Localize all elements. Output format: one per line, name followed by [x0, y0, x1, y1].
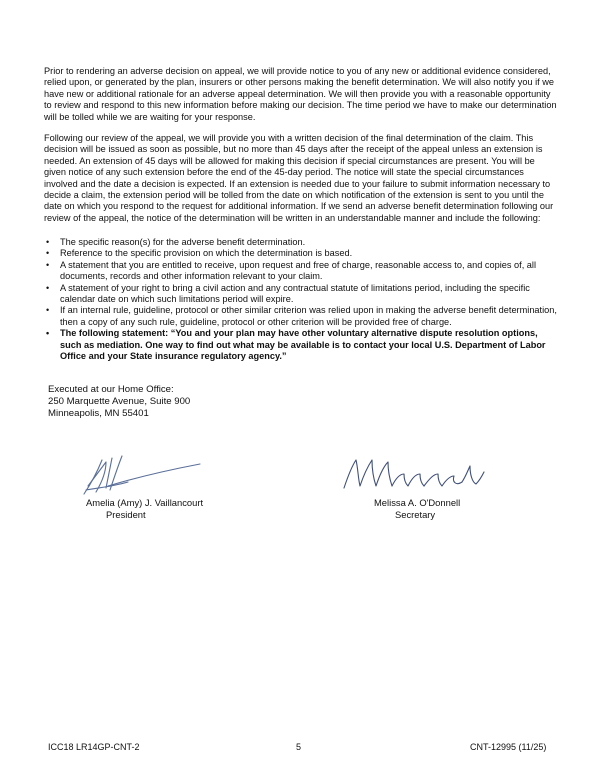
- list-item-text: A statement of your right to bring a civil action and any contractual statute of limitations period, including the specific calendar date on which such limitations period will expire.: [60, 282, 530, 305]
- secretary-name: Melissa A. O'Donnell: [374, 497, 461, 508]
- determination-contents-list: [44, 237, 558, 362]
- president-signature: [78, 450, 208, 498]
- list-item: [44, 305, 558, 328]
- bullet-icon: •: [46, 259, 50, 270]
- list-item-text: A statement that you are entitled to receive, upon request and free of charge, reasonable access to, and copies of, all documents, records and other information relevant to your claim.: [60, 259, 537, 282]
- paragraph-notice-of-new-evidence: Prior to rendering an adverse decision on appeal, we will provide notice to you of any new or additional evidence considered, relied upon, or generated by the plan, insurers or other persons making the benefit determination. We will also notify you if we have new or additional rationale for an adverse appeal determination. We will then provide you with a reasonable opportunity to review and respond to this new information before making our decision. The time period we have to make our determination will be tolled while we are waiting for your response.: [44, 66, 557, 122]
- secretary-signature: [338, 452, 486, 496]
- form-number: ICC18 LR14GP-CNT-2: [48, 742, 140, 752]
- bullet-icon: •: [46, 328, 50, 339]
- list-item-text: If an internal rule, guideline, protocol or other similar criterion was relied upon in making the adverse benefit determination, then a copy of any such rule, guideline, protocol or other criterion will be provided free of charge.: [60, 305, 557, 327]
- list-item-text: The following statement: “You and your plan may have other voluntary alternative dispute resolution options, such as mediation. One way to find out what may be available is to contact your local U.S. Department of Labor Office and your State insurance regulatory agency.”: [60, 328, 546, 362]
- list-item: [44, 260, 558, 283]
- bullet-icon: •: [46, 305, 50, 316]
- list-item-dispute-resolution-statement: [44, 328, 558, 362]
- paragraph-appeal-decision: Following our review of the appeal, we will provide you with a written decision of the final determination of the claim. This decision will be issued as soon as possible, but no more than 45 days after the receipt of the appeal unless an extension is needed. An extension of 45 days will be allowed for making this decision if special circumstances are present. You will be given notice of any such extension before the end of the 45-day period. The notice will state the special circumstances involved and the date a decision is expected. If an extension is needed due to your failure to submit information necessary to decide a claim, the extension period will be tolled from the date on which notification of the extension is sent to you until the date on which you respond to the request for additional information. If we send an adverse benefit determination following our review of the appeal, the notice of the determination will be written in an understandable manner and include the following:: [44, 133, 554, 223]
- home-office-address: [48, 384, 190, 421]
- office-heading: Executed at our Home Office:: [48, 384, 174, 395]
- document-code: CNT-12995 (11/25): [470, 742, 547, 752]
- page-number: 5: [296, 742, 302, 752]
- list-item: [44, 237, 558, 248]
- president-name: Amelia (Amy) J. Vaillancourt: [86, 497, 204, 508]
- list-item: [44, 283, 558, 306]
- president-title: President: [106, 509, 146, 520]
- list-item-text: The specific reason(s) for the adverse benefit determination.: [60, 237, 306, 247]
- bullet-icon: •: [46, 248, 50, 259]
- bullet-icon: •: [46, 237, 50, 247]
- secretary-title: Secretary: [395, 509, 436, 520]
- list-item: [44, 248, 558, 259]
- office-street: 250 Marquette Avenue, Suite 900: [48, 396, 191, 408]
- bullet-icon: •: [46, 282, 50, 293]
- list-item-text: Reference to the specific provision on which the determination is based.: [60, 248, 353, 259]
- office-city: Minneapolis, MN 55401: [48, 408, 149, 420]
